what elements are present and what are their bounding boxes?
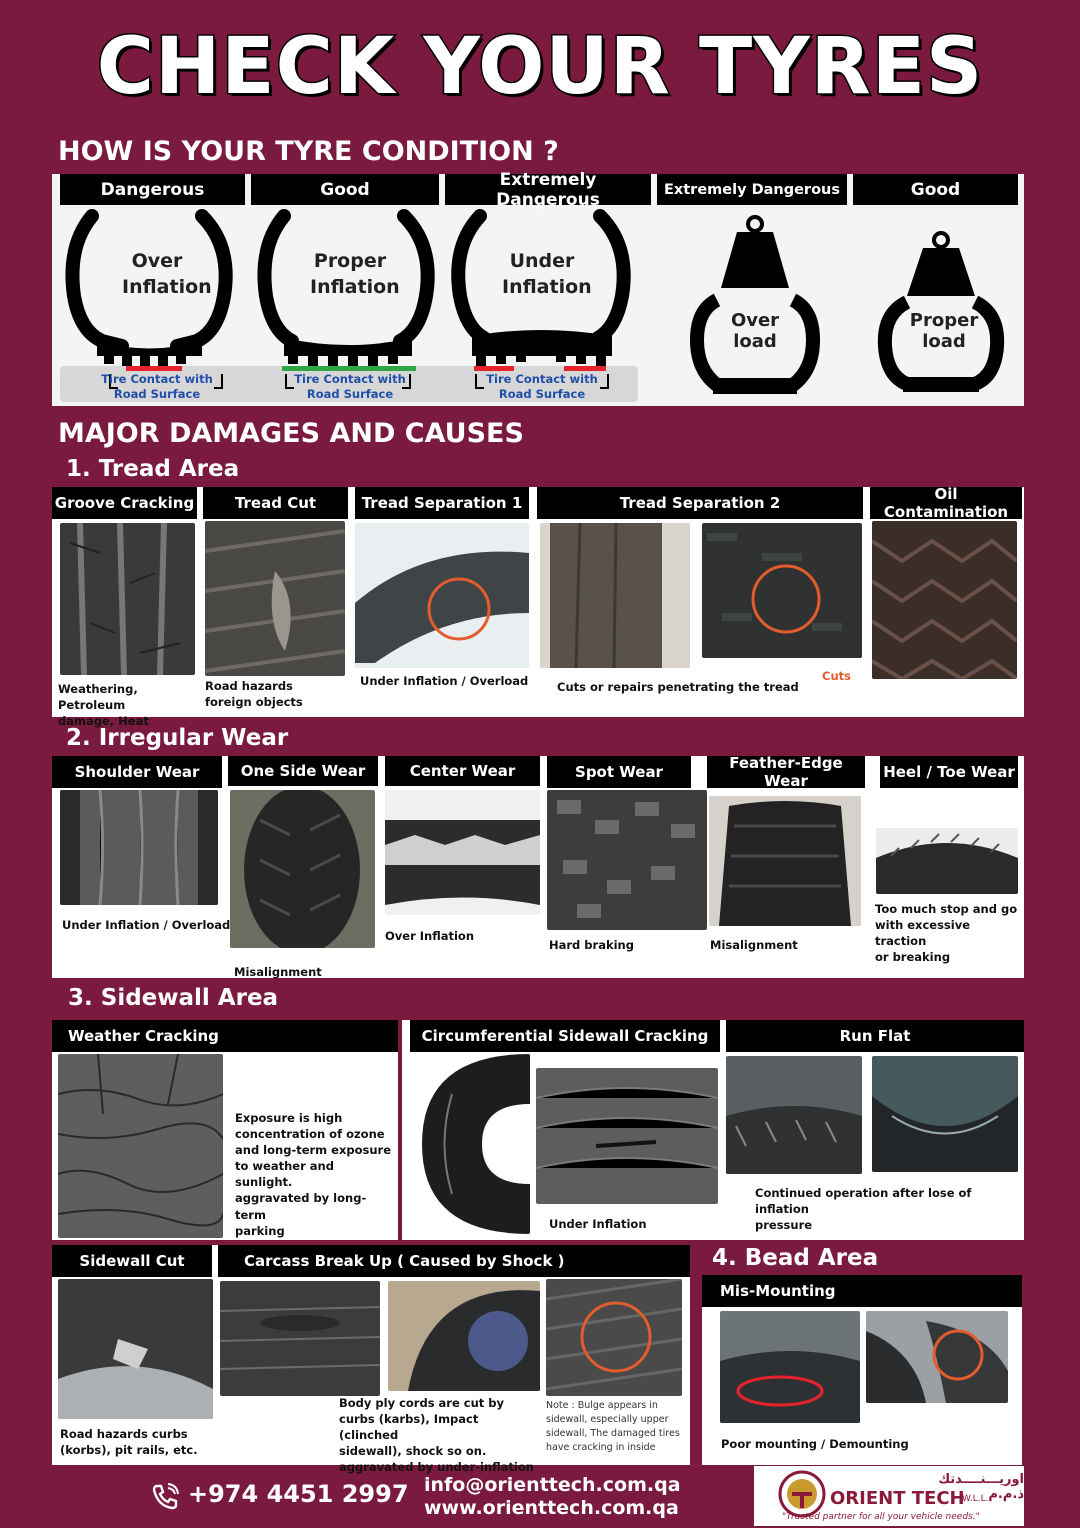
run-flat-photo — [726, 1056, 862, 1174]
weather-cracking-photo — [58, 1054, 223, 1238]
damage-title: Spot Wear — [547, 756, 691, 788]
damage-title: One Side Wear — [228, 756, 378, 786]
irregular-heading: 2. Irregular Wear — [66, 725, 289, 751]
weather-cracking-panel — [52, 1020, 398, 1240]
tread-separation-2-photo — [540, 523, 690, 668]
phone-number[interactable]: +974 4451 2997 — [188, 1480, 409, 1508]
run-flat-closeup-photo — [872, 1056, 1018, 1172]
contact-caption: Tire Contact with Road Surface — [101, 372, 213, 401]
one-side-wear-photo — [230, 790, 375, 948]
brand-arabic: اوريـــنــــدتك ذ.م.م — [938, 1472, 1024, 1502]
damage-title: Oil Contamination — [870, 487, 1022, 519]
damage-cause: Under Inflation / Overload — [62, 918, 231, 932]
status-badge: Extremely Dangerous — [445, 174, 651, 205]
circumferential-cracking-photo — [422, 1054, 530, 1234]
brand-tagline: "Trusted partner for all your vehicle needs." — [782, 1512, 980, 1522]
status-badge: Extremely Dangerous — [657, 174, 847, 205]
status-badge: Good — [853, 174, 1018, 205]
damage-title: Heel / Toe Wear — [880, 756, 1018, 788]
weight-icon — [907, 233, 975, 296]
contact-caption: Tire Contact with Road Surface — [486, 372, 598, 401]
damage-cause: Body ply cords are cut by curbs (karbs), Impact (clinched sidewall), shock so on. aggravated by under-inflation — [339, 1396, 534, 1475]
status-badge: Good — [251, 174, 439, 205]
damage-title: Sidewall Cut — [52, 1245, 212, 1277]
condition-panel — [52, 169, 1024, 406]
damage-title: Run Flat — [726, 1020, 1024, 1052]
damage-cause: Under Inflation — [549, 1217, 647, 1231]
brand-suffix: W.L.L. — [962, 1494, 989, 1504]
damage-title: Center Wear — [385, 756, 540, 786]
website-link[interactable]: www.orienttech.com.qa — [424, 1497, 679, 1519]
damage-cause: Exposure is high concentration of ozone and long-term exposure to weather and sunlight. aggravated by long-term parking — [235, 1111, 392, 1238]
spot-wear-photo — [547, 790, 707, 930]
damage-cause: Over Inflation — [385, 929, 475, 943]
damage-cause: Too much stop and go with excessive traction or breaking — [875, 902, 1018, 965]
phone-icon — [150, 1482, 180, 1516]
damage-cause: Road hazards curbs (korbs), pit rails, etc. — [60, 1427, 198, 1458]
damage-title: Circumferential Sidewall Cracking — [410, 1020, 720, 1052]
center-wear-photo — [385, 790, 540, 915]
condition-label: Proper Inflation — [310, 250, 400, 298]
damage-title: Carcass Break Up ( Caused by Shock ) — [218, 1245, 690, 1277]
damage-cause: Weathering, Petroleum damage, Heat — [58, 682, 149, 729]
brand-logo — [754, 1466, 1024, 1526]
status-badge: Dangerous — [60, 174, 245, 205]
damage-title: Tread Separation 2 — [537, 487, 863, 519]
contact-caption: Tire Contact with Road Surface — [294, 372, 406, 401]
tread-separation-2-closeup-photo — [702, 523, 862, 658]
heel-toe-wear-photo — [876, 828, 1018, 894]
damage-title: Groove Cracking — [52, 487, 197, 519]
damage-title: Mis-Mounting — [702, 1275, 1022, 1307]
carcass-note: Note : Bulge appears in sidewall, especially upper sidewall, The damaged tires have cracking in inside — [546, 1400, 680, 1453]
damage-cause: Cuts or repairs penetrating the tread — [557, 680, 799, 694]
tread-cut-photo — [205, 521, 345, 676]
sidewall-panel — [402, 1020, 1024, 1240]
mis-mounting-photo — [720, 1311, 860, 1423]
irregular-panel — [52, 756, 1024, 978]
carcass-break-photo — [220, 1281, 380, 1396]
weight-icon — [721, 217, 789, 288]
damage-title: Weather Cracking — [52, 1020, 398, 1052]
sidewall-heading: 3. Sidewall Area — [68, 985, 279, 1011]
condition-label: Over Inflation — [122, 250, 212, 298]
damage-title: Tread Separation 1 — [355, 487, 529, 519]
damage-cause: Misalignment — [710, 938, 798, 952]
feather-edge-wear-photo — [709, 796, 861, 926]
damages-heading: MAJOR DAMAGES AND CAUSES — [58, 418, 524, 449]
carcass-bulge-photo — [388, 1281, 540, 1391]
load-diagrams — [657, 210, 1022, 396]
sidewall-cut-photo — [58, 1279, 213, 1419]
carcass-note-photo — [546, 1279, 682, 1396]
condition-label: Under Inflation — [502, 250, 592, 298]
damage-title: Shoulder Wear — [52, 756, 222, 788]
damage-title: Tread Cut — [203, 487, 348, 519]
sidewall-lower-panel — [52, 1245, 690, 1475]
tread-heading: 1. Tread Area — [66, 456, 240, 482]
damage-cause: Continued operation after lose of inflation pressure — [755, 1186, 972, 1233]
email-link[interactable]: info@orienttech.com.qa — [424, 1474, 681, 1496]
cuts-label: Cuts — [822, 669, 851, 683]
bead-panel — [702, 1275, 1022, 1465]
mis-mounting-closeup-photo — [866, 1311, 1008, 1403]
bead-heading: 4. Bead Area — [712, 1245, 879, 1271]
damage-title: Feather-Edge Wear — [707, 756, 865, 788]
condition-label: Over load — [730, 310, 780, 352]
tread-panel — [52, 485, 1024, 729]
damage-cause: Poor mounting / Demounting — [721, 1437, 909, 1451]
condition-label: Proper load — [909, 310, 979, 352]
damage-cause: Under Inflation / Overload — [360, 674, 529, 688]
page-title: CHECK YOUR TYRES — [96, 22, 984, 112]
groove-cracking-photo — [60, 523, 195, 675]
condition-heading: HOW IS YOUR TYRE CONDITION ? — [58, 136, 559, 167]
orient-tech-logo-icon — [778, 1470, 826, 1518]
shoulder-wear-photo — [60, 790, 218, 905]
damage-cause: Hard braking — [549, 938, 634, 952]
tread-separation-1-photo — [355, 523, 529, 668]
damage-cause: Misalignment — [234, 965, 322, 979]
sidewall-crack-photo — [536, 1068, 718, 1204]
oil-contamination-photo — [872, 521, 1017, 679]
damage-cause: Road hazards foreign objects — [205, 679, 303, 710]
brand-name: ORIENT TECH — [830, 1488, 965, 1509]
